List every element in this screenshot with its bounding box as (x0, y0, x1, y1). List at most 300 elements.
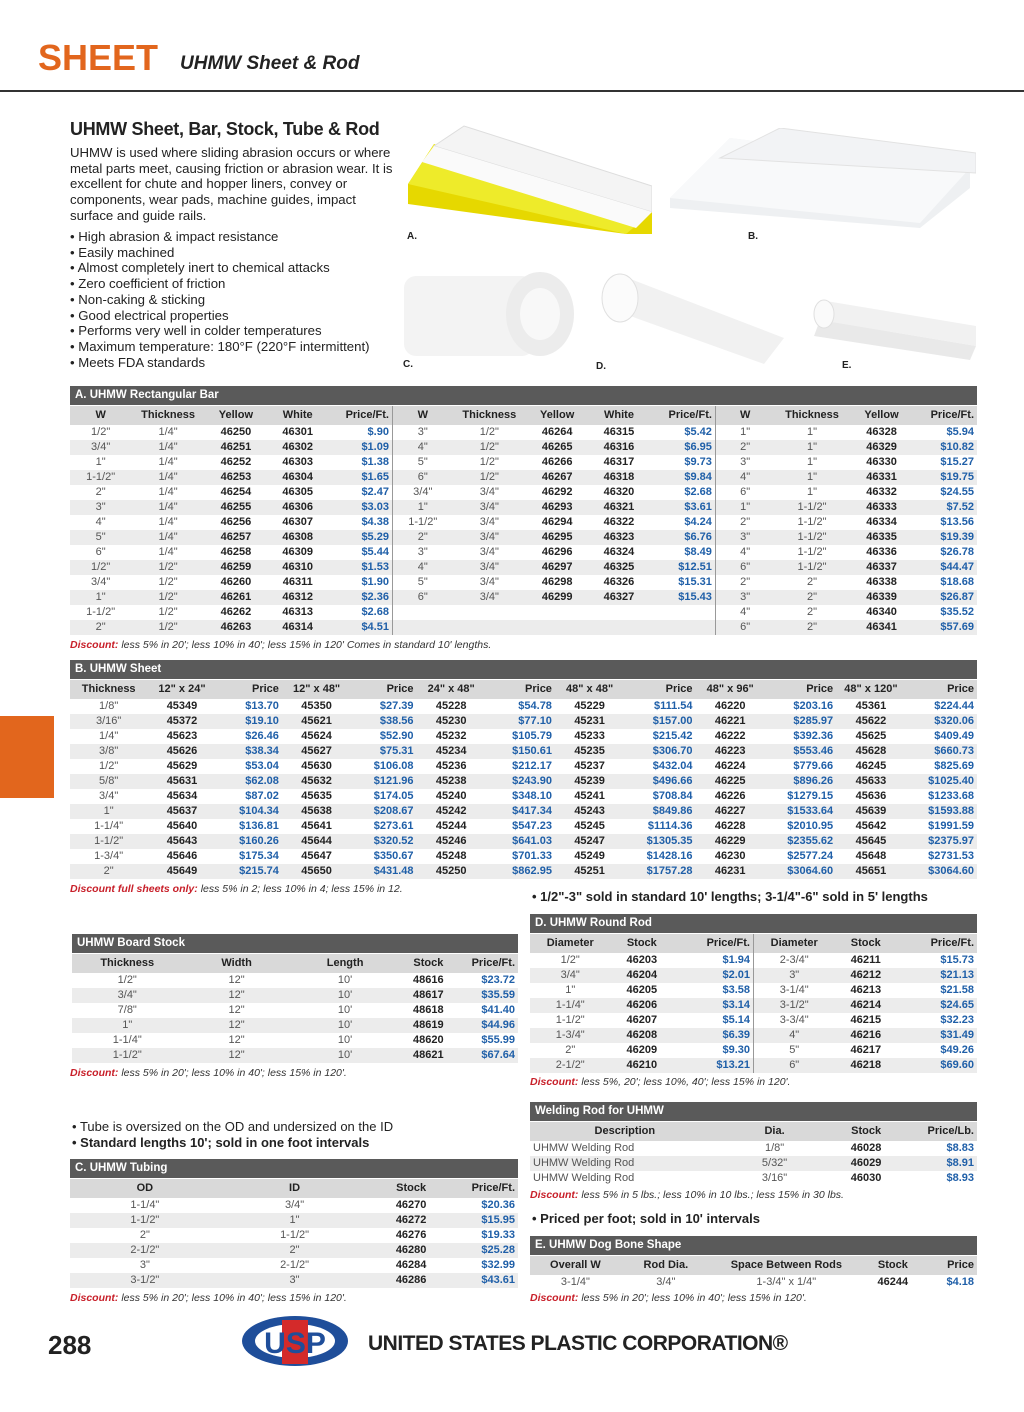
table-cell: 46215 (850, 1014, 882, 1026)
table-cell: 3-1/2" (70, 1273, 220, 1288)
table-cell: $2731.53 (928, 850, 974, 862)
table-cell: 46251 (205, 440, 267, 455)
table-cell: 46306 (267, 500, 329, 515)
table-cell: $3.14 (673, 998, 753, 1013)
table-cell: $157.00 (624, 714, 695, 729)
table-cell: 6" (95, 546, 106, 558)
table-cell: $1.09 (328, 440, 392, 455)
table-row (72, 1018, 518, 1033)
table-cell: 45640 (166, 820, 198, 832)
table-cell: 45621 (282, 714, 351, 729)
table-cell: 4" (740, 546, 751, 558)
table-row (70, 1243, 518, 1258)
table-cell (526, 620, 588, 635)
table-cell (392, 605, 452, 620)
table-cell: 5/32" (720, 1156, 830, 1171)
table-cell: $57.69 (913, 620, 977, 635)
table-cell: 46280 (369, 1243, 452, 1258)
table-header-row (72, 954, 518, 973)
table-cell: $320.52 (351, 834, 416, 849)
table-row (70, 759, 977, 774)
column-header: Yellow (864, 409, 899, 421)
table-cell: 46305 (282, 486, 313, 498)
table-cell: 2" (740, 576, 751, 588)
table-cell: 45651 (836, 864, 906, 879)
table-cell: 3" (220, 1273, 370, 1288)
table-cell: 1" (740, 426, 751, 438)
table-cell: 2" (807, 576, 818, 588)
table-cell: $1757.28 (624, 864, 695, 879)
table-cell: 46211 (850, 954, 881, 966)
table-cell: 46317 (603, 456, 635, 468)
table-cell: 3-1/4" (779, 984, 809, 996)
table-cell: $1233.68 (928, 790, 974, 802)
table-cell: 46308 (267, 530, 329, 545)
table-cell: $9.84 (650, 470, 716, 485)
table-cell: 46206 (610, 998, 673, 1013)
table-cell: $25.28 (453, 1243, 518, 1258)
table-cell: $8.83 (946, 1142, 974, 1154)
table-cell: 45630 (301, 760, 332, 772)
discount-text: less 5% in 20'; less 10% in 40'; less 15% in 120'. (121, 1292, 347, 1304)
table-cell: $160.26 (217, 834, 282, 849)
table-cell: $2.68 (650, 485, 716, 500)
table-cell: $2577.24 (787, 850, 834, 862)
table-cell: $15.27 (940, 456, 974, 468)
table-cell: 45229 (574, 700, 605, 712)
table-cell: 46337 (850, 560, 914, 575)
table-cell: $26.78 (940, 546, 974, 558)
table-cell: 46314 (267, 620, 329, 635)
table-cell: 3/4" (284, 1199, 305, 1211)
table-cell: 45644 (282, 834, 351, 849)
table-cell: 45628 (836, 744, 906, 759)
table-cell: $38.34 (217, 744, 282, 759)
table-cell: $5.42 (650, 425, 716, 440)
company-name: UNITED STATES PLASTIC CORPORATION® (368, 1332, 788, 1355)
table-cell: $5.44 (328, 545, 392, 560)
table-cell: 2" (715, 440, 774, 455)
table-cell: 3/4" (453, 530, 527, 545)
table-cell: 2" (95, 486, 106, 498)
column-header: W (95, 409, 106, 421)
table-row (70, 470, 977, 485)
table-cell: 3" (753, 968, 834, 983)
table-cell: $6.76 (650, 530, 716, 545)
table-cell: 3/4" (70, 440, 131, 455)
table-cell: 1/2" (158, 576, 178, 588)
sheet-title: B. UHMW Sheet (70, 660, 977, 679)
table-cell: 48617 (400, 988, 458, 1003)
table-cell: $3.03 (328, 500, 392, 515)
table-cell: $212.17 (512, 760, 552, 772)
dogbone-table (530, 1256, 977, 1290)
table-cell: 46204 (610, 968, 673, 983)
table-cell: $4.18 (946, 1276, 974, 1288)
table-cell: 45643 (147, 834, 216, 849)
column-header: Price/Ft. (328, 406, 392, 425)
table-cell: $55.99 (481, 1034, 515, 1046)
table-cell: 1/2" (131, 590, 205, 605)
table-cell: $4.24 (650, 515, 716, 530)
table-cell: 46309 (282, 546, 313, 558)
table-cell: UHMW Welding Rod (530, 1156, 720, 1171)
table-cell: $6.39 (673, 1028, 753, 1043)
table-cell: $825.69 (934, 760, 974, 772)
table-cell: 46335 (850, 530, 914, 545)
welding-rod-table (530, 1122, 977, 1186)
table-cell: $215.74 (217, 864, 282, 879)
table-cell: $1025.40 (906, 774, 977, 789)
table-cell: 45244 (435, 820, 467, 832)
table-cell: 46293 (526, 500, 588, 515)
table-cell: $21.13 (897, 968, 977, 983)
table-cell: 45629 (166, 760, 198, 772)
column-header: Price (386, 683, 414, 695)
table-cell: 1/8" (99, 700, 119, 712)
sheet-discount (70, 883, 403, 895)
table-cell: 46297 (526, 560, 588, 575)
table-cell: 4" (740, 606, 751, 618)
column-header: Price/Ft. (930, 409, 974, 421)
table-cell: $4.38 (328, 515, 392, 530)
board-stock-discount (70, 1067, 347, 1079)
page-number: 288 (48, 1330, 92, 1360)
tube-note-1: • Tube is oversized on the OD and undersized on the ID (72, 1119, 394, 1134)
column-header: Price/Ft. (471, 957, 515, 969)
table-cell: 46030 (850, 1172, 882, 1184)
table-cell: $5.14 (673, 1013, 753, 1028)
rod-length-note: • 1/2"-3" sold in standard 10' lengths; 3-1/4"-6" sold in 5' lengths (532, 889, 928, 904)
table-cell: 45372 (147, 714, 216, 729)
table-row (530, 998, 977, 1013)
table-row (70, 545, 977, 560)
table-cell: 1/2" (99, 760, 119, 772)
table-cell: 1-1/2" (774, 560, 849, 575)
table-row (70, 1258, 518, 1273)
table-cell: 46294 (541, 516, 573, 528)
table-cell: $203.16 (793, 700, 834, 712)
tube-note-2: • Standard lengths 10'; sold in one foot intervals (72, 1135, 370, 1150)
table-cell: 1" (807, 456, 818, 468)
table-cell: 1-1/2" (774, 500, 849, 515)
table-cell: 45230 (417, 714, 486, 729)
table-row (70, 530, 977, 545)
table-row (70, 1213, 518, 1228)
photo-label-d: D. (596, 361, 606, 372)
table-cell: 1" (807, 426, 818, 438)
table-cell: 1/2" (158, 606, 178, 618)
rect-bar-title: A. UHMW Rectangular Bar (70, 386, 977, 405)
table-cell: $320.06 (906, 714, 977, 729)
feature-item: • Easily machined (70, 245, 370, 261)
table-cell: 2-1/2" (530, 1058, 610, 1073)
table-row (72, 988, 518, 1003)
table-cell: 1/2" (131, 560, 205, 575)
table-cell: 3/8" (70, 744, 147, 759)
table-cell: 46322 (603, 516, 635, 528)
column-header: Overall W (550, 1259, 601, 1271)
table-cell: $8.93 (946, 1172, 974, 1184)
table-cell: 1-1/2" (797, 516, 827, 528)
table-cell: $175.34 (239, 850, 279, 862)
table-cell: $641.03 (486, 834, 555, 849)
section-subtitle: UHMW Sheet & Rod (180, 53, 360, 74)
table-cell: 45234 (417, 744, 486, 759)
table-cell: 46218 (834, 1058, 897, 1073)
table-cell: 5" (417, 576, 428, 588)
table-cell: 1" (70, 804, 147, 819)
table-cell: 46203 (626, 954, 658, 966)
table-cell: 46250 (220, 426, 252, 438)
column-header: White (282, 409, 313, 421)
table-cell: $87.02 (245, 790, 279, 802)
table-cell: $2.01 (673, 968, 753, 983)
table-cell: 46270 (395, 1199, 427, 1211)
table-cell (392, 620, 452, 635)
table-cell: 1-1/2" (70, 1213, 220, 1228)
table-cell: 6" (392, 470, 452, 485)
table-cell: 45632 (282, 774, 351, 789)
table-cell: $27.39 (379, 700, 414, 712)
table-cell: 46254 (220, 486, 252, 498)
table-cell: $15.43 (650, 590, 716, 605)
table-cell: $1533.64 (765, 804, 836, 819)
table-cell: 5" (417, 456, 428, 468)
table-cell: 1/4" (131, 530, 205, 545)
side-tab-marker (0, 716, 54, 798)
table-cell: 45650 (282, 864, 351, 879)
table-cell: 45646 (166, 850, 198, 862)
table-cell: $2010.95 (787, 820, 834, 832)
table-cell: 3/4" (453, 500, 527, 515)
table-cell: 46327 (588, 590, 650, 605)
column-header: Stock (851, 1125, 882, 1137)
table-cell: 46207 (626, 1014, 658, 1026)
discount-label: Discount: (70, 1067, 119, 1079)
table-cell: $31.49 (897, 1028, 977, 1043)
table-row (70, 864, 977, 879)
table-cell: $12.51 (650, 560, 716, 575)
discount-text: less 5% in 5 lbs.; less 10% in 10 lbs.; less 15% in 30 lbs. (581, 1189, 844, 1201)
table-cell: 4" (753, 1028, 834, 1043)
table-cell: 45245 (574, 820, 605, 832)
table-cell: $2355.62 (765, 834, 836, 849)
table-cell: $1428.16 (646, 850, 693, 862)
table-cell (650, 620, 716, 635)
table-cell: 45361 (855, 700, 887, 712)
table-cell: 1-3/4" (530, 1028, 610, 1043)
table-cell: $32.99 (481, 1259, 515, 1271)
table-cell: 1/2" (117, 974, 137, 986)
table-cell: 1/4" (158, 456, 178, 468)
table-cell: 1" (220, 1213, 370, 1228)
dogbone-note: • Priced per foot; sold in 10' intervals (532, 1211, 760, 1226)
table-cell: 46292 (541, 486, 573, 498)
table-cell: $2.47 (328, 485, 392, 500)
table-cell: 45645 (836, 834, 906, 849)
section-title: SHEET (38, 37, 159, 78)
table-cell: $19.33 (481, 1229, 515, 1241)
table-cell: $62.08 (217, 774, 282, 789)
column-header: Yellow (218, 409, 254, 421)
table-cell: $392.36 (793, 730, 834, 742)
table-cell: 3" (740, 456, 751, 468)
table-cell: 46216 (834, 1028, 897, 1043)
table-cell: $5.29 (328, 530, 392, 545)
table-cell: $15.31 (650, 575, 716, 590)
table-cell: 45240 (435, 790, 467, 802)
table-cell: 46325 (588, 560, 650, 575)
table-row (70, 774, 977, 789)
table-cell: 2" (565, 1044, 576, 1056)
column-header: Price (806, 683, 834, 695)
table-cell: 46302 (267, 440, 329, 455)
table-cell: $44.96 (457, 1018, 518, 1033)
rod-length-note-text: 1/2"-3" sold in standard 10' lengths; 3-1/4"-6" sold in 5' lengths (540, 889, 928, 904)
table-cell: 2-3/4" (779, 954, 809, 966)
table-cell: $208.67 (351, 804, 416, 819)
table-cell: $1991.59 (928, 820, 974, 832)
table-cell: 3-3/4" (779, 1014, 809, 1026)
table-cell: 2" (774, 590, 849, 605)
table-cell: 5" (789, 1044, 800, 1056)
table-cell: $3064.60 (906, 864, 977, 879)
table-row (70, 605, 977, 620)
table-cell: 12" (182, 1048, 290, 1063)
table-cell: 46301 (282, 426, 313, 438)
table-cell: $21.58 (940, 984, 974, 996)
table-row (70, 1273, 518, 1288)
column-header: 12" x 48" (293, 683, 341, 695)
table-cell: 46303 (282, 456, 313, 468)
table-cell: 1" (807, 486, 818, 498)
welding-rod-title: Welding Rod for UHMW (530, 1102, 977, 1121)
table-cell: 46330 (866, 456, 897, 468)
table-cell: 46225 (696, 774, 765, 789)
table-cell: 3/4" (72, 988, 182, 1003)
rect-bar-table (70, 406, 977, 635)
column-header: Diameter (546, 937, 594, 949)
table-cell: $150.61 (486, 744, 555, 759)
table-row (70, 789, 977, 804)
table-cell: 46228 (714, 820, 746, 832)
table-cell: 46229 (696, 834, 765, 849)
table-cell: $2.36 (328, 590, 392, 605)
table-header-row (530, 934, 977, 953)
table-row (70, 1198, 518, 1213)
table-cell: 46222 (714, 730, 746, 742)
table-cell: 10' (337, 1034, 353, 1046)
table-cell: 10' (291, 988, 400, 1003)
table-cell: 46266 (541, 456, 573, 468)
table-cell: $41.40 (481, 1004, 515, 1016)
column-header: Stock (413, 957, 444, 969)
column-header: Price (947, 683, 974, 695)
table-cell: 2" (807, 606, 818, 618)
table-cell: $496.66 (624, 774, 695, 789)
table-row (70, 849, 977, 864)
table-cell: $285.97 (765, 714, 836, 729)
table-cell: 1-1/2" (280, 1229, 310, 1241)
table-cell: 3/4" (479, 516, 499, 528)
table-cell: $3.58 (673, 983, 753, 998)
column-header: Thickness (100, 957, 155, 969)
table-cell: 1/4" (158, 426, 178, 438)
table-cell: 1-1/4" (130, 1199, 160, 1211)
feature-item: • High abrasion & impact resistance (70, 229, 370, 245)
dogbone-note-text: Priced per foot; sold in 10' intervals (540, 1211, 760, 1226)
board-stock-title: UHMW Board Stock (72, 934, 518, 953)
discount-label: Discount: (530, 1189, 579, 1201)
table-cell: 1/4" (131, 500, 205, 515)
table-cell: $409.49 (934, 730, 974, 742)
table-cell: 1-1/4" (94, 820, 124, 832)
table-cell: $6.95 (650, 440, 716, 455)
table-cell: 45235 (555, 744, 624, 759)
table-cell: 4" (715, 470, 774, 485)
table-cell: 2" (392, 530, 452, 545)
table-cell: 46304 (267, 470, 329, 485)
table-cell: $306.70 (624, 744, 695, 759)
column-header: Stock (850, 937, 881, 949)
table-cell: 45647 (301, 850, 332, 862)
table-cell: $13.56 (940, 516, 974, 528)
column-header: Stock (396, 1182, 427, 1194)
table-cell: 46315 (603, 426, 635, 438)
table-cell: $20.36 (481, 1199, 515, 1211)
table-cell: 48621 (400, 1048, 458, 1063)
table-header-row (530, 1256, 977, 1275)
table-cell: 1/4" (158, 486, 178, 498)
sheet-table (70, 680, 977, 879)
table-cell: 10' (337, 974, 353, 986)
table-cell: 46336 (866, 546, 897, 558)
table-cell: 1/2" (70, 560, 131, 575)
table-cell: 46253 (205, 470, 267, 485)
table-cell: 46286 (369, 1273, 452, 1288)
table-cell: $67.64 (457, 1048, 518, 1063)
table-cell: 46339 (850, 590, 914, 605)
table-cell: 46318 (588, 470, 650, 485)
table-cell: $862.95 (486, 864, 555, 879)
table-cell: $75.31 (351, 744, 416, 759)
table-cell: 12" (182, 1018, 290, 1033)
table-cell: $224.44 (934, 700, 974, 712)
table-cell: 46307 (282, 516, 313, 528)
table-cell: 46259 (205, 560, 267, 575)
table-cell: 2" (740, 516, 751, 528)
table-cell: 46276 (395, 1229, 427, 1241)
table-cell: $49.26 (940, 1044, 974, 1056)
table-row (530, 983, 977, 998)
table-cell: 2-1/2" (70, 1243, 220, 1258)
table-cell: 1/2" (479, 426, 499, 438)
table-cell: 45639 (836, 804, 906, 819)
table-cell: 45349 (166, 700, 198, 712)
table-cell: 45243 (555, 804, 624, 819)
table-cell: 45251 (555, 864, 624, 879)
column-header: Price (251, 683, 279, 695)
table-cell: 46321 (588, 500, 650, 515)
table-cell: 46217 (850, 1044, 882, 1056)
table-cell: 46333 (850, 500, 914, 515)
table-cell: 2" (220, 1243, 370, 1258)
table-cell: 1/2" (131, 620, 205, 635)
table-cell: $26.46 (245, 730, 279, 742)
table-cell: 1-3/4" x 1/4" (756, 1276, 817, 1288)
photo-round-rod (598, 268, 794, 364)
